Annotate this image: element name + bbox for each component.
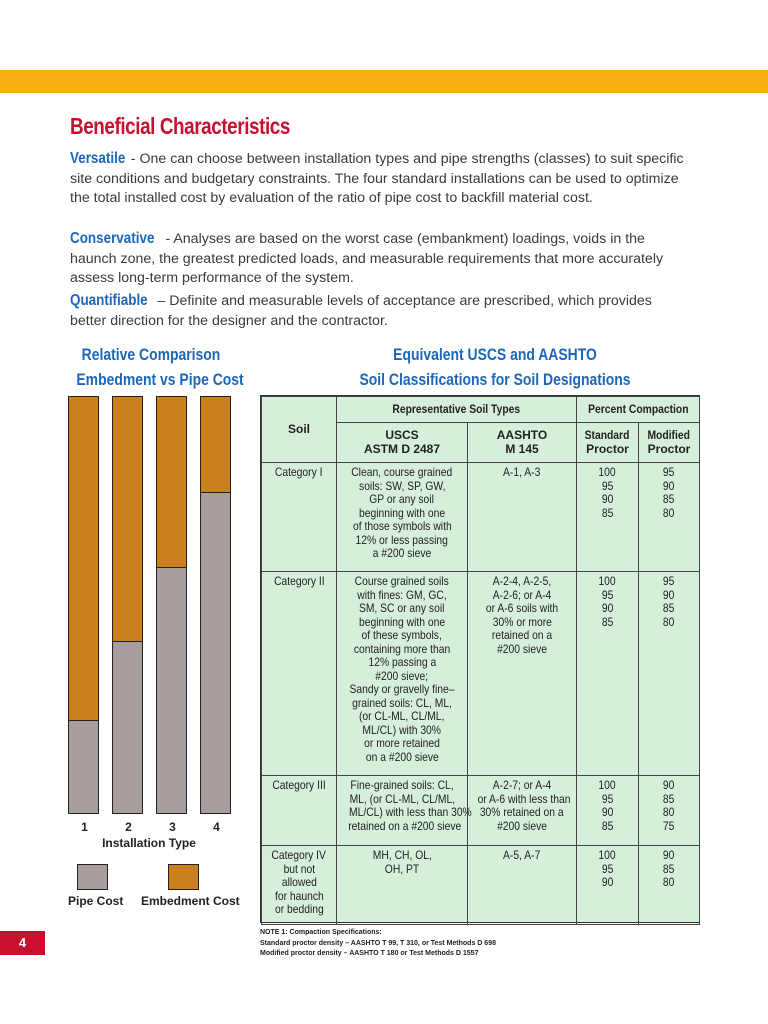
cell-aashto xyxy=(468,463,577,572)
x-axis-label: Installation Type xyxy=(102,836,196,850)
cell-line: allowed xyxy=(281,875,317,889)
cell-line: 100 xyxy=(598,848,617,862)
cell-line: retained on a xyxy=(491,628,553,642)
header-rep-soil-types: Representative Soil Types xyxy=(337,397,577,423)
cell-line: 80 xyxy=(663,614,675,629)
header-aashto: AASHTO M 145 xyxy=(468,423,577,463)
cell-line: Fine-grained soils: CL, xyxy=(350,778,454,792)
note-line-1: NOTE 1: Compaction Specifications: xyxy=(260,929,382,936)
x-tick-label: 2 xyxy=(125,820,132,834)
cell-line: 90 xyxy=(663,848,675,862)
page-heading: Beneficial Characteristics xyxy=(70,113,290,139)
term-quantifiable: Quantifiable xyxy=(70,292,148,309)
paragraph-quantifiable xyxy=(70,291,690,331)
cell-line: 90 xyxy=(663,778,675,792)
cell-line: grained soils: CL, ML, xyxy=(352,695,452,710)
cell-line: 85 xyxy=(601,505,614,520)
bar-installation-4 xyxy=(200,396,231,814)
cell-standard xyxy=(577,463,639,572)
cell-line: A-2-7; or A-4 xyxy=(492,778,552,792)
chart-title-line2: Embedment vs Pipe Cost xyxy=(76,370,244,389)
cell-line: beginning with one xyxy=(358,505,446,520)
cell-standard xyxy=(577,776,639,846)
bar-installation-1 xyxy=(68,396,99,814)
table-title-line2: Soil Classifications for Soil Designations xyxy=(359,370,631,389)
cell-category xyxy=(262,463,337,572)
cell-line: a #200 sieve xyxy=(372,546,432,560)
cell-line: 90 xyxy=(663,478,675,493)
table-title xyxy=(300,342,690,392)
cell-line: 30% or more xyxy=(492,614,552,629)
bar-segment-embedment-cost xyxy=(113,397,142,642)
cell-line: 90 xyxy=(663,587,675,602)
cell-line: 90 xyxy=(601,601,614,615)
cell-line: 90 xyxy=(601,492,614,506)
cell-line: 85 xyxy=(601,614,614,629)
cell-line: 85 xyxy=(663,492,675,506)
cell-modified xyxy=(639,846,700,925)
cell-line: 80 xyxy=(663,875,675,889)
cell-line: 95 xyxy=(663,574,675,588)
cell-line: Clean, course grained xyxy=(351,465,453,479)
cell-line: SM, SC or any soil xyxy=(359,601,445,615)
cell-line: Course grained soils xyxy=(354,574,450,588)
cell-line: OH, PT xyxy=(384,861,420,876)
paragraph-conservative xyxy=(70,229,690,289)
cell-modified xyxy=(639,463,700,572)
cell-uscs xyxy=(337,572,468,776)
cell-line: A-2-6; or A-4 xyxy=(492,587,552,602)
cell-line: 75 xyxy=(663,818,675,833)
legend-swatch-pipe-cost xyxy=(77,864,108,890)
cell-line: #200 sieve xyxy=(497,818,547,833)
cell-line: ML/CL) with less than 30% xyxy=(348,805,472,819)
soil-classification-table xyxy=(260,395,700,923)
cell-line: beginning with one xyxy=(358,614,446,629)
cell-line: or A-6 with less than xyxy=(477,791,571,806)
cell-line: GP or any soil xyxy=(369,492,435,506)
bar-segment-pipe-cost xyxy=(113,641,142,813)
cell-standard xyxy=(577,846,639,925)
cell-line: 80 xyxy=(663,805,675,819)
header-standard-proctor: Standard Proctor xyxy=(577,423,639,463)
cell-category xyxy=(262,846,337,925)
cell-line: 85 xyxy=(601,818,614,833)
cell-category xyxy=(262,572,337,776)
bar-segment-embedment-cost xyxy=(69,397,98,721)
separator: - xyxy=(161,231,174,247)
bar-installation-2 xyxy=(112,396,143,814)
cell-aashto xyxy=(468,776,577,846)
cell-line: or bedding xyxy=(274,902,324,916)
cell-line: Category I xyxy=(275,465,323,479)
cell-line: A-1, A-3 xyxy=(503,465,541,479)
cell-line: MH, CH, OL, xyxy=(372,848,432,862)
bar-installation-3 xyxy=(156,396,187,814)
cell-line: (or CL-ML, CL/ML, xyxy=(359,709,445,723)
cell-aashto xyxy=(468,846,577,925)
legend-label-embedment-cost: Embedment Cost xyxy=(141,894,240,908)
paragraph-text: One can choose between installation types and pipe strengths (classes) to suit specific site conditions and budgetary constraints. The four standard installations can be used to optimize the total installed cost by evaluation of the ratio of pipe cost to backfill material cost. xyxy=(70,151,684,206)
cell-line: 95 xyxy=(663,465,675,479)
compaction-note xyxy=(260,928,496,960)
cell-line: 95 xyxy=(601,791,614,806)
bar-segment-embedment-cost xyxy=(157,397,186,568)
cell-line: with fines: GM, GC, xyxy=(357,587,447,602)
cell-line: A-5, A-7 xyxy=(503,848,541,862)
cell-line: Category IV xyxy=(271,848,327,862)
table-title-line1: Equivalent USCS and AASHTO xyxy=(393,345,597,364)
paragraph-text: Definite and measurable levels of acceptance are prescribed, which provides better direction for the designer and the contractor. xyxy=(70,293,652,329)
cell-category xyxy=(262,776,337,846)
cell-line: A-2-4, A-2-5, xyxy=(492,574,552,588)
table-header-row xyxy=(262,397,700,423)
note-line-3: Modified proctor density – AASHTO T 180 or Test Methods D 1557 xyxy=(260,950,479,957)
cell-line: 100 xyxy=(598,778,617,792)
bar-segment-pipe-cost xyxy=(157,567,186,813)
cell-line: 90 xyxy=(601,805,614,819)
term-conservative: Conservative xyxy=(70,230,155,247)
cell-line: #200 sieve xyxy=(497,641,547,656)
cell-line: but not xyxy=(283,861,315,876)
cell-uscs xyxy=(337,463,468,572)
x-tick-label: 1 xyxy=(81,820,88,834)
header-uscs: USCS ASTM D 2487 xyxy=(337,423,468,463)
bar-segment-pipe-cost xyxy=(201,492,230,813)
table-row xyxy=(262,463,700,572)
cell-line: 30% retained on a xyxy=(480,805,564,819)
cell-line: of those symbols with xyxy=(352,519,452,533)
cell-line: containing more than xyxy=(353,641,451,656)
table-row xyxy=(262,776,700,846)
cell-standard xyxy=(577,572,639,776)
header-band xyxy=(0,70,768,93)
cell-line: retained on a #200 sieve xyxy=(348,818,462,833)
x-tick-label: 4 xyxy=(213,820,220,834)
paragraph-text: Analyses are based on the worst case (embankment) loadings, voids in the haunch zone, the greatest predicted loads, and measurable requirements that more accurately assess long-term performance of the system. xyxy=(70,231,664,286)
cell-line: 12% passing a xyxy=(368,655,436,669)
cell-uscs xyxy=(337,846,468,925)
separator: – xyxy=(153,293,170,309)
cell-line: 95 xyxy=(601,861,614,876)
header-percent-compaction: Percent Compaction xyxy=(577,397,700,423)
cell-line: Category II xyxy=(273,574,325,588)
cell-line: 80 xyxy=(663,505,675,520)
x-tick-label: 3 xyxy=(169,820,176,834)
page-number: 4 xyxy=(0,931,45,955)
cell-line: Sandy or gravelly fine– xyxy=(349,682,455,696)
cell-line: on a #200 sieve xyxy=(365,749,439,764)
cell-line: 90 xyxy=(601,875,614,889)
cell-line: ML/CL) with 30% xyxy=(362,722,442,737)
cell-line: Category III xyxy=(272,778,326,792)
cell-line: for haunch xyxy=(274,888,324,903)
cell-line: #200 sieve; xyxy=(375,668,429,683)
legend-swatch-embedment-cost xyxy=(168,864,199,890)
cell-line: of these symbols, xyxy=(361,628,443,642)
legend-label-pipe-cost: Pipe Cost xyxy=(68,894,124,908)
cell-line: 85 xyxy=(663,601,675,615)
cell-line: 95 xyxy=(601,587,614,602)
cell-line: 100 xyxy=(598,574,617,588)
cell-line: or A-6 soils with xyxy=(485,601,559,615)
cell-uscs xyxy=(337,776,472,846)
cell-line: or more retained xyxy=(364,736,440,750)
bar-segment-embedment-cost xyxy=(201,397,230,493)
cell-line: 100 xyxy=(598,465,617,479)
chart-title xyxy=(60,342,242,392)
note-line-2: Standard proctor density – AASHTO T 99, T 310, or Test Methods D 698 xyxy=(260,939,496,947)
chart-title-line1: Relative Comparison xyxy=(81,345,221,364)
cell-aashto xyxy=(468,572,577,776)
bar-segment-pipe-cost xyxy=(69,720,98,813)
cell-line: soils: SW, SP, GW, xyxy=(358,478,446,493)
cell-line: ML, (or CL-ML, CL/ML, xyxy=(349,791,455,806)
header-soil: Soil xyxy=(262,397,337,463)
cell-line: 85 xyxy=(663,861,675,876)
cell-modified xyxy=(639,776,700,846)
cell-line: 85 xyxy=(663,791,675,806)
table-row xyxy=(262,846,700,925)
paragraph-versatile xyxy=(70,149,690,209)
cell-line: 12% or less passing xyxy=(355,532,449,547)
cell-modified xyxy=(639,572,700,776)
cell-line: 95 xyxy=(601,478,614,493)
term-versatile: Versatile xyxy=(70,150,126,167)
table-row xyxy=(262,572,700,776)
separator: - xyxy=(126,151,140,167)
header-modified-proctor: Modified Proctor xyxy=(639,423,700,463)
